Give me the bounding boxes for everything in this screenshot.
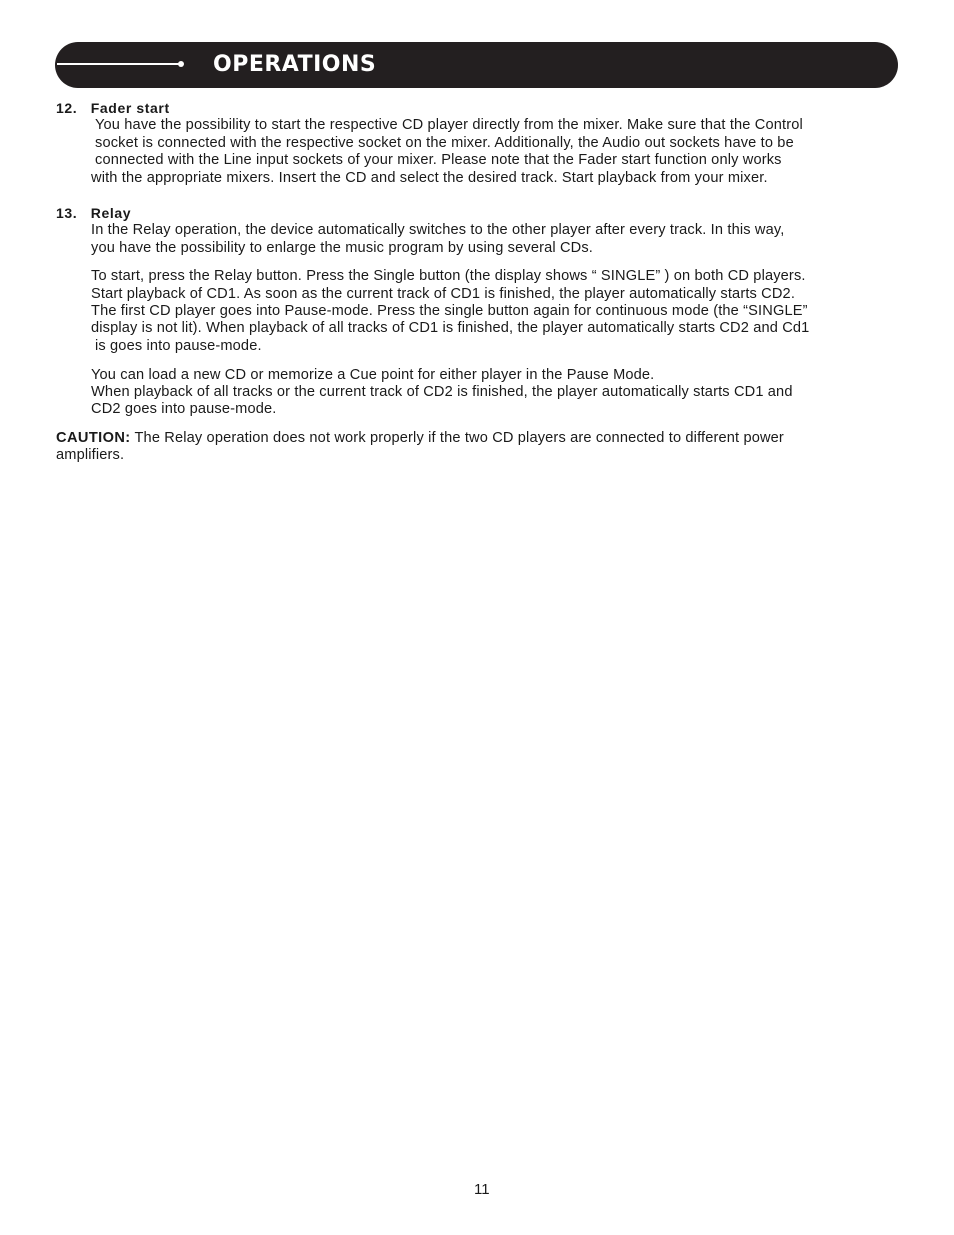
page-title: OPERATIONS (213, 52, 377, 77)
section-13-line-5: The first CD player goes into Pause-mode. Press the single button again for continuous mode (the “SINGLE” (91, 303, 808, 319)
section-12-title: Fader start (90, 100, 170, 116)
section-13-line-10: CD2 goes into pause-mode. (91, 401, 277, 417)
section-13-line-8: You can load a new CD or memorize a Cue point for either player in the Pause Mode. (91, 367, 655, 383)
section-13-number: 13. (56, 205, 78, 221)
section-12-line-2: socket is connected with the respective socket on the mixer. Additionally, the Audio out sockets have to be (95, 135, 794, 151)
caution-label: CAUTION: (56, 430, 131, 446)
section-13-heading (56, 204, 131, 222)
section-13-line-9: When playback of all tracks or the current track of CD2 is finished, the player automatically starts CD1 and (91, 384, 793, 400)
caution-paragraph (56, 429, 784, 447)
section-12-number: 12. (56, 100, 78, 116)
section-13-title: Relay (90, 205, 132, 221)
page-number: 11 (474, 1181, 490, 1198)
caution-text: The Relay operation does not work properly if the two CD players are connected to different power (130, 430, 784, 446)
section-12-line-4: with the appropriate mixers. Insert the CD and select the desired track. Start playback from your mixer. (91, 170, 768, 186)
section-header-bar (55, 42, 898, 88)
section-12-line-1: You have the possibility to start the respective CD player directly from the mixer. Make sure that the Control (95, 117, 803, 133)
section-13-line-1: In the Relay operation, the device automatically switches to the other player after every track. In this way, (91, 222, 785, 238)
caution-text-line-2: amplifiers. (56, 447, 125, 463)
header-rule-line (57, 63, 181, 65)
section-13-line-7: is goes into pause-mode. (95, 338, 262, 354)
header-rule-dot (178, 61, 184, 67)
section-12-heading (56, 99, 170, 117)
section-13-line-3: To start, press the Relay button. Press the Single button (the display shows “ SINGLE” ) on both CD players. (91, 268, 806, 284)
section-13-line-2: you have the possibility to enlarge the music program by using several CDs. (91, 240, 593, 256)
section-13-line-6: display is not lit). When playback of all tracks of CD1 is finished, the player automatically starts CD2 and Cd1 (91, 320, 810, 336)
section-12-line-3: connected with the Line input sockets of your mixer. Please note that the Fader start function only works (95, 152, 782, 168)
section-13-line-4: Start playback of CD1. As soon as the current track of CD1 is finished, the player automatically starts CD2. (91, 286, 796, 302)
